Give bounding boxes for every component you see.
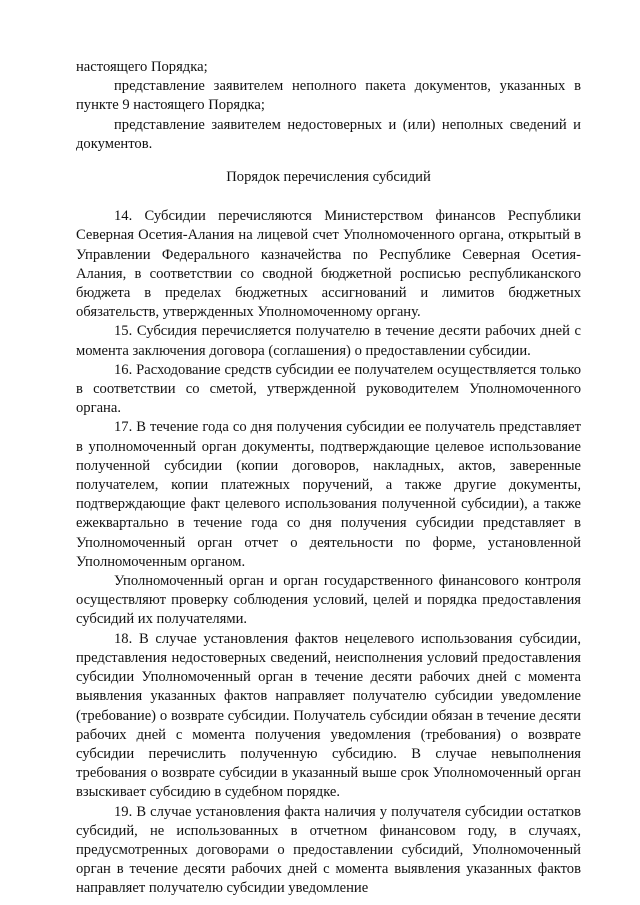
intro-line-2: представление заявителем неполного пакета документов, указанных в пункте 9 настоящего Порядка; <box>76 78 581 114</box>
paragraph-18: 18. В случае установления фактов нецелевого использования субсидии, представления недостоверных сведений, неисполнения условий предоставления субсидии Уполномоченный орган в течение десяти рабочих дней с момента выявления указанных фактов направляет получателю субсидии уведомление (требование) о возврате субсидии. Получатель субсидии обязан в течение десяти рабочих дней с момента получения уведомления (требования) о возврате субсидии перечислить полученную субсидию. В случае невыполнения требования о возврате субсидии в указанный выше срок Уполномоченный орган взыскивает субсидию в судебном порядке. <box>76 630 581 801</box>
paragraph-control: Уполномоченный орган и орган государственного финансового контроля осуществляют проверку соблюдения условий, целей и порядка предоставления субсидий их получателями. <box>76 573 581 628</box>
paragraph-16: 16. Расходование средств субсидии ее получателем осуществляется только в соответствии со сметой, утвержденной руководителем Уполномоченного органа. <box>76 361 581 417</box>
section-heading: Порядок перечисления субсидий <box>226 169 431 186</box>
paragraph-15: 15. Субсидия перечисляется получателю в течение десяти рабочих дней с момента заключения договора (соглашения) о предоставлении субсидии. <box>76 323 581 359</box>
intro-line-1: настоящего Порядка; <box>76 59 208 75</box>
paragraph-14: 14. Субсидии перечисляются Министерством финансов Республики Северная Осетия-Алания на лицевой счет Уполномоченного органа, открытый в Управлении Федерального казначейства по Республике Северная Осетия-Алания, в соответствии со сводной бюджетной росписью республиканского бюджета в пределах бюджетных ассигнований и лимитов бюджетных обязательств, утвержденных Уполномоченному органу. <box>76 208 581 321</box>
paragraph-19: 19. В случае установления факта наличия у получателя субсидии остатков субсидий, не использованных в отчетном финансовом году, в случаях, предусмотренных договорами о предоставлении субсидий, Уполномоченный орган в течение десяти рабочих дней с момента выявления указанных фактов направляет получателю субсидии уведомление <box>76 803 581 897</box>
intro-line-3: представление заявителем недостоверных и (или) неполных сведений и документов. <box>76 116 581 152</box>
document-page <box>76 58 581 899</box>
paragraph-17: 17. В течение года со дня получения субсидии ее получатель представляет в уполномоченный орган документы, подтверждающие целевое использование полученной субсидии (копии договоров, накладных, актов, заверенные получателем, копии платежных поручений, а также другие документы, подтверждающие факт целевого использования полученной субсидии), а также ежеквартально в течение года со дня получения субсидии представляет в Уполномоченный орган отчет о деятельности по форме, установленной Уполномоченным органом. <box>76 419 581 570</box>
